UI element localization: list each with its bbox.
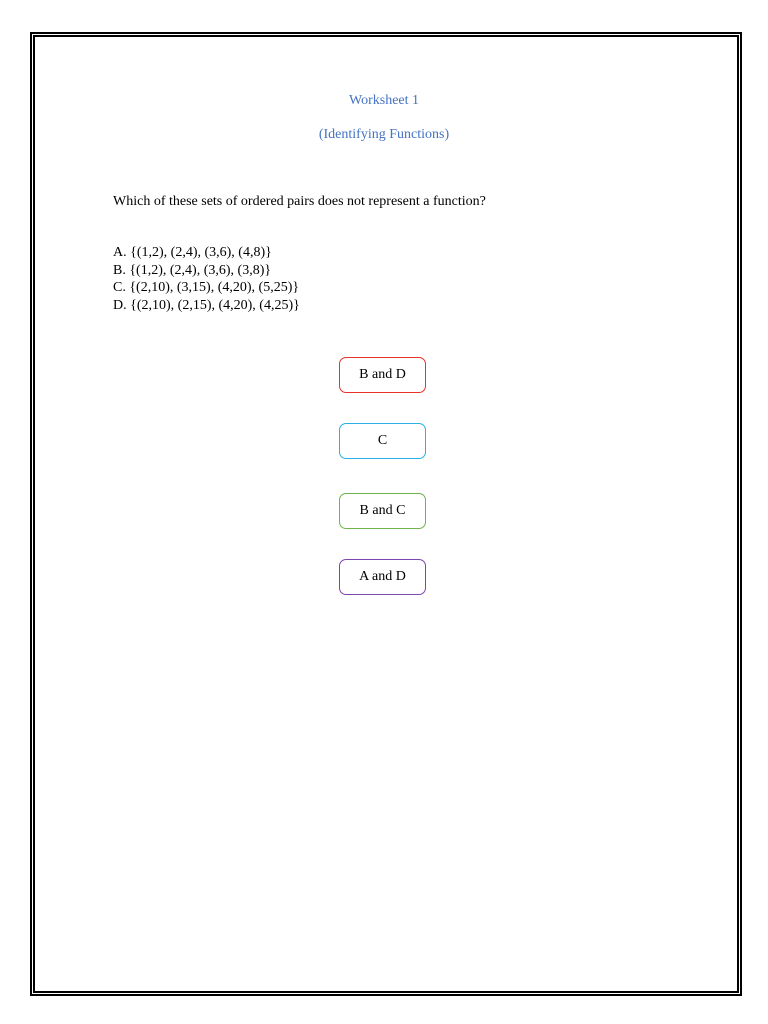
answer-label: C (377, 433, 388, 448)
answer-label: B and C (359, 503, 406, 518)
option-a: A. {(1,2), (2,4), (3,6), (4,8)} (113, 245, 272, 260)
answer-button-a-and-d[interactable] (339, 559, 426, 595)
option-b: B. {(1,2), (2,4), (3,6), (3,8)} (113, 262, 272, 278)
answer-label: B and D (359, 367, 406, 382)
worksheet-subtitle: (Identifying Functions) (318, 127, 450, 142)
worksheet-title: Worksheet 1 (348, 93, 420, 108)
option-c: C. {(2,10), (3,15), (4,20), (5,25)} (113, 280, 300, 295)
answer-button-b-and-c[interactable] (339, 493, 426, 529)
answer-label: A and D (359, 569, 406, 584)
answer-button-b-and-d[interactable] (339, 357, 426, 393)
answer-button-c[interactable] (339, 423, 426, 459)
option-list (113, 244, 300, 314)
question-text: Which of these sets of ordered pairs does not represent a function? (113, 194, 486, 209)
option-d: D. {(2,10), (2,15), (4,20), (4,25)} (113, 297, 300, 313)
